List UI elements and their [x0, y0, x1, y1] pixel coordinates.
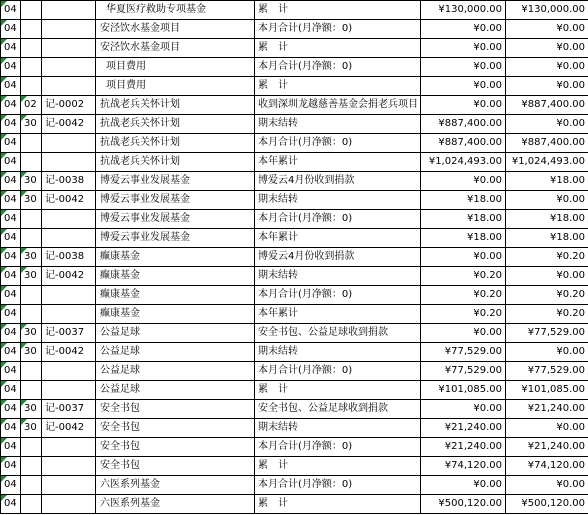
cell-day[interactable]: 30: [21, 324, 42, 343]
table-row: [1, 77, 588, 96]
table-row: [1, 58, 588, 77]
comment-flag-icon: [1, 210, 7, 216]
cell-day[interactable]: [21, 58, 42, 77]
comment-flag-icon: [21, 343, 27, 349]
table-row: [1, 172, 588, 191]
comment-flag-icon: [21, 191, 27, 197]
cell-month[interactable]: 04: [1, 286, 21, 305]
table-row: [1, 381, 588, 400]
cell-balance[interactable]: ¥0.20: [506, 248, 588, 267]
cell-debit[interactable]: ¥18.00: [421, 229, 506, 248]
comment-flag-icon: [21, 115, 27, 121]
cell-account-name[interactable]: 抗战老兵关怀计划: [96, 134, 255, 153]
cell-day[interactable]: 30: [21, 343, 42, 362]
cell-account-name[interactable]: 博爱云事业发展基金: [96, 210, 255, 229]
cell-voucher[interactable]: [42, 362, 96, 381]
cell-month[interactable]: 04: [1, 210, 21, 229]
cell-account-name[interactable]: 抗战老兵关怀计划: [96, 115, 255, 134]
comment-flag-icon: [21, 248, 27, 254]
cell-balance[interactable]: ¥21,240.00: [506, 400, 588, 419]
cell-balance[interactable]: ¥0.20: [506, 305, 588, 324]
cell-summary[interactable]: 期末结转: [255, 343, 421, 362]
cell-account-name[interactable]: 安全书包: [96, 457, 255, 476]
cell-month[interactable]: 04: [1, 248, 21, 267]
cell-balance[interactable]: ¥101,085.00: [506, 381, 588, 400]
cell-account-name[interactable]: 博爱云事业发展基金: [96, 229, 255, 248]
cell-balance[interactable]: ¥887,400.00: [506, 96, 588, 115]
table-row: [1, 96, 588, 115]
table-row: [1, 210, 588, 229]
cell-month[interactable]: 04: [1, 305, 21, 324]
cell-debit[interactable]: ¥0.00: [421, 476, 506, 495]
cell-balance[interactable]: ¥130,000.00: [506, 1, 588, 20]
cell-month[interactable]: 04: [1, 324, 21, 343]
cell-summary[interactable]: 本月合计(月净额：0): [255, 362, 421, 381]
cell-account-name[interactable]: 六医系列基金: [96, 476, 255, 495]
cell-balance[interactable]: ¥0.00: [506, 267, 588, 286]
cell-summary[interactable]: 本月合计(月净额：0): [255, 210, 421, 229]
cell-balance[interactable]: ¥18.00: [506, 229, 588, 248]
cell-month[interactable]: 04: [1, 343, 21, 362]
cell-month[interactable]: 04: [1, 115, 21, 134]
cell-account-name[interactable]: 安泾饮水基金项目: [96, 20, 255, 39]
cell-voucher[interactable]: 记-0038: [42, 172, 96, 191]
cell-day[interactable]: [21, 134, 42, 153]
comment-flag-icon: [1, 248, 7, 254]
cell-account-name[interactable]: 癫康基金: [96, 286, 255, 305]
cell-debit[interactable]: ¥887,400.00: [421, 134, 506, 153]
cell-summary[interactable]: 累 计: [255, 1, 421, 20]
cell-balance[interactable]: ¥500,120.00: [506, 495, 588, 514]
comment-flag-icon: [1, 39, 7, 45]
cell-day[interactable]: [21, 305, 42, 324]
cell-summary[interactable]: 本月合计(月净额：0): [255, 58, 421, 77]
cell-account-name[interactable]: 抗战老兵关怀计划: [96, 96, 255, 115]
cell-debit[interactable]: ¥0.00: [421, 77, 506, 96]
comment-flag-icon: [1, 381, 7, 387]
cell-debit[interactable]: ¥0.00: [421, 248, 506, 267]
cell-voucher[interactable]: [42, 286, 96, 305]
cell-debit[interactable]: ¥101,085.00: [421, 381, 506, 400]
cell-voucher[interactable]: [42, 476, 96, 495]
cell-account-name[interactable]: 安泾饮水基金项目: [96, 39, 255, 58]
cell-voucher[interactable]: [42, 58, 96, 77]
comment-flag-icon: [21, 400, 27, 406]
cell-balance[interactable]: ¥18.00: [506, 210, 588, 229]
cell-summary[interactable]: 本月合计(月净额：0): [255, 20, 421, 39]
cell-balance[interactable]: ¥0.00: [506, 343, 588, 362]
table-row: [1, 39, 588, 58]
cell-month[interactable]: 04: [1, 400, 21, 419]
cell-day[interactable]: 30: [21, 400, 42, 419]
cell-balance[interactable]: ¥77,529.00: [506, 362, 588, 381]
cell-balance[interactable]: ¥1,024,493.00: [506, 153, 588, 172]
cell-voucher[interactable]: [42, 495, 96, 514]
cell-month[interactable]: 04: [1, 457, 21, 476]
comment-flag-icon: [1, 343, 7, 349]
cell-summary[interactable]: 本月合计(月净额：0): [255, 286, 421, 305]
comment-flag-icon: [1, 1, 7, 7]
cell-month[interactable]: 04: [1, 58, 21, 77]
cell-day[interactable]: 30: [21, 419, 42, 438]
cell-debit[interactable]: ¥0.00: [421, 39, 506, 58]
comment-flag-icon: [1, 476, 7, 482]
cell-debit[interactable]: ¥1,024,493.00: [421, 153, 506, 172]
cell-month[interactable]: 04: [1, 362, 21, 381]
cell-month[interactable]: 04: [1, 20, 21, 39]
comment-flag-icon: [1, 267, 7, 273]
cell-account-name[interactable]: 华夏医疗救助专项基金: [96, 1, 255, 20]
cell-day[interactable]: [21, 457, 42, 476]
cell-month[interactable]: 04: [1, 153, 21, 172]
cell-balance[interactable]: ¥0.00: [506, 476, 588, 495]
cell-month[interactable]: 04: [1, 96, 21, 115]
table-row: [1, 191, 588, 210]
cell-account-name[interactable]: 项目费用: [96, 58, 255, 77]
cell-voucher[interactable]: [42, 39, 96, 58]
ledger-rows: [1, 1, 588, 514]
cell-summary[interactable]: 本月合计(月净额：0): [255, 438, 421, 457]
comment-flag-icon: [1, 362, 7, 368]
comment-flag-icon: [1, 134, 7, 140]
cell-debit[interactable]: ¥130,000.00: [421, 1, 506, 20]
cell-month[interactable]: 04: [1, 172, 21, 191]
comment-flag-icon: [21, 267, 27, 273]
cell-account-name[interactable]: 博爱云事业发展基金: [96, 191, 255, 210]
comment-flag-icon: [1, 286, 7, 292]
cell-debit[interactable]: ¥0.00: [421, 324, 506, 343]
cell-day[interactable]: [21, 476, 42, 495]
cell-day[interactable]: [21, 1, 42, 20]
cell-voucher[interactable]: 记-0042: [42, 267, 96, 286]
cell-day[interactable]: [21, 229, 42, 248]
cell-debit[interactable]: ¥77,529.00: [421, 343, 506, 362]
comment-flag-icon: [1, 115, 7, 121]
cell-balance[interactable]: ¥74,120.00: [506, 457, 588, 476]
cell-balance[interactable]: ¥0.00: [506, 58, 588, 77]
cell-debit[interactable]: ¥0.20: [421, 286, 506, 305]
cell-voucher[interactable]: 记-0042: [42, 343, 96, 362]
cell-voucher[interactable]: [42, 210, 96, 229]
cell-voucher[interactable]: 记-0042: [42, 419, 96, 438]
cell-day[interactable]: [21, 438, 42, 457]
table-row: [1, 229, 588, 248]
cell-debit[interactable]: ¥887,400.00: [421, 115, 506, 134]
cell-day[interactable]: [21, 77, 42, 96]
cell-debit[interactable]: ¥18.00: [421, 191, 506, 210]
cell-balance[interactable]: ¥0.00: [506, 20, 588, 39]
cell-account-name[interactable]: 公益足球: [96, 324, 255, 343]
cell-balance[interactable]: ¥0.00: [506, 419, 588, 438]
cell-voucher[interactable]: 记-0002: [42, 96, 96, 115]
cell-account-name[interactable]: 安全书包: [96, 438, 255, 457]
cell-summary[interactable]: 安全书包、公益足球收到捐款: [255, 400, 421, 419]
cell-month[interactable]: 04: [1, 381, 21, 400]
comment-flag-icon: [1, 324, 7, 330]
table-row: [1, 20, 588, 39]
table-row: [1, 400, 588, 419]
cell-day[interactable]: 30: [21, 267, 42, 286]
cell-voucher[interactable]: [42, 20, 96, 39]
cell-summary[interactable]: 累 计: [255, 39, 421, 58]
cell-account-name[interactable]: 癫康基金: [96, 305, 255, 324]
comment-flag-icon: [1, 419, 7, 425]
cell-account-name[interactable]: 安全书包: [96, 400, 255, 419]
comment-flag-icon: [1, 77, 7, 83]
cell-month[interactable]: 04: [1, 229, 21, 248]
cell-day[interactable]: 30: [21, 191, 42, 210]
cell-balance[interactable]: ¥77,529.00: [506, 324, 588, 343]
cell-voucher[interactable]: 记-0037: [42, 324, 96, 343]
cell-summary[interactable]: 本年累计: [255, 153, 421, 172]
comment-flag-icon: [1, 20, 7, 26]
cell-day[interactable]: 30: [21, 248, 42, 267]
cell-summary[interactable]: 累 计: [255, 495, 421, 514]
cell-voucher[interactable]: [42, 305, 96, 324]
table-row: [1, 457, 588, 476]
comment-flag-icon: [21, 324, 27, 330]
comment-flag-icon: [1, 96, 7, 102]
comment-flag-icon: [1, 457, 7, 463]
comment-flag-icon: [1, 400, 7, 406]
cell-voucher[interactable]: 记-0042: [42, 191, 96, 210]
cell-summary[interactable]: 收到深圳龙越慈善基金会捐老兵项目: [255, 96, 421, 115]
cell-summary[interactable]: 安全书包、公益足球收到捐款: [255, 324, 421, 343]
cell-voucher[interactable]: [42, 77, 96, 96]
cell-debit[interactable]: ¥18.00: [421, 210, 506, 229]
cell-summary[interactable]: 期末结转: [255, 419, 421, 438]
comment-flag-icon: [1, 172, 7, 178]
table-row: [1, 343, 588, 362]
cell-debit[interactable]: ¥0.00: [421, 400, 506, 419]
table-row: [1, 324, 588, 343]
table-row: [1, 248, 588, 267]
comment-flag-icon: [21, 419, 27, 425]
comment-flag-icon: [1, 229, 7, 235]
cell-account-name[interactable]: 项目费用: [96, 77, 255, 96]
cell-month[interactable]: 04: [1, 39, 21, 58]
cell-account-name[interactable]: 抗战老兵关怀计划: [96, 153, 255, 172]
cell-month[interactable]: 04: [1, 1, 21, 20]
cell-summary[interactable]: 期末结转: [255, 191, 421, 210]
cell-balance[interactable]: ¥21,240.00: [506, 438, 588, 457]
comment-flag-icon: [1, 438, 7, 444]
cell-voucher[interactable]: [42, 457, 96, 476]
cell-debit[interactable]: ¥0.20: [421, 305, 506, 324]
cell-summary[interactable]: 本年累计: [255, 305, 421, 324]
cell-balance[interactable]: ¥0.00: [506, 191, 588, 210]
cell-balance[interactable]: ¥0.20: [506, 286, 588, 305]
table-row: [1, 153, 588, 172]
cell-debit[interactable]: ¥0.00: [421, 172, 506, 191]
cell-summary[interactable]: 博爱云4月份收到捐款: [255, 172, 421, 191]
cell-month[interactable]: 04: [1, 77, 21, 96]
cell-day[interactable]: [21, 20, 42, 39]
table-row: [1, 267, 588, 286]
cell-day[interactable]: 30: [21, 115, 42, 134]
table-row: [1, 134, 588, 153]
cell-debit[interactable]: ¥0.00: [421, 96, 506, 115]
comment-flag-icon: [1, 153, 7, 159]
cell-summary[interactable]: 本月合计(月净额：0): [255, 476, 421, 495]
cell-summary[interactable]: 本年累计: [255, 229, 421, 248]
cell-voucher[interactable]: [42, 438, 96, 457]
cell-balance[interactable]: ¥18.00: [506, 172, 588, 191]
cell-month[interactable]: 04: [1, 134, 21, 153]
cell-debit[interactable]: ¥21,240.00: [421, 438, 506, 457]
comment-flag-icon: [1, 191, 7, 197]
cell-summary[interactable]: 本月合计(月净额：0): [255, 134, 421, 153]
cell-debit[interactable]: ¥77,529.00: [421, 362, 506, 381]
cell-voucher[interactable]: [42, 229, 96, 248]
table-row: [1, 115, 588, 134]
comment-flag-icon: [21, 96, 27, 102]
cell-voucher[interactable]: [42, 134, 96, 153]
cell-day[interactable]: [21, 39, 42, 58]
cell-month[interactable]: 04: [1, 267, 21, 286]
table-row: [1, 438, 588, 457]
cell-balance[interactable]: ¥887,400.00: [506, 134, 588, 153]
table-row: [1, 362, 588, 381]
cell-debit[interactable]: ¥21,240.00: [421, 419, 506, 438]
cell-debit[interactable]: ¥74,120.00: [421, 457, 506, 476]
cell-account-name[interactable]: 博爱云事业发展基金: [96, 172, 255, 191]
comment-flag-icon: [1, 495, 7, 501]
cell-day[interactable]: [21, 495, 42, 514]
cell-account-name[interactable]: 癫康基金: [96, 248, 255, 267]
cell-account-name[interactable]: 公益足球: [96, 362, 255, 381]
cell-day[interactable]: [21, 286, 42, 305]
cell-day[interactable]: [21, 362, 42, 381]
cell-debit[interactable]: ¥500,120.00: [421, 495, 506, 514]
table-row: [1, 305, 588, 324]
table-row: [1, 419, 588, 438]
cell-balance[interactable]: ¥0.00: [506, 39, 588, 58]
cell-day[interactable]: [21, 210, 42, 229]
cell-month[interactable]: 04: [1, 438, 21, 457]
cell-account-name[interactable]: 六医系列基金: [96, 495, 255, 514]
cell-day[interactable]: 02: [21, 96, 42, 115]
cell-voucher[interactable]: 记-0038: [42, 248, 96, 267]
cell-account-name[interactable]: 癫康基金: [96, 267, 255, 286]
table-row: [1, 1, 588, 20]
cell-voucher[interactable]: [42, 153, 96, 172]
comment-flag-icon: [21, 172, 27, 178]
cell-account-name[interactable]: 安全书包: [96, 419, 255, 438]
cell-debit[interactable]: ¥0.20: [421, 267, 506, 286]
cell-month[interactable]: 04: [1, 476, 21, 495]
cell-month[interactable]: 04: [1, 419, 21, 438]
table-row: [1, 286, 588, 305]
cell-voucher[interactable]: [42, 381, 96, 400]
cell-debit[interactable]: ¥0.00: [421, 20, 506, 39]
comment-flag-icon: [1, 58, 7, 64]
cell-month[interactable]: 04: [1, 191, 21, 210]
cell-day[interactable]: [21, 153, 42, 172]
table-row: [1, 476, 588, 495]
cell-month[interactable]: 04: [1, 495, 21, 514]
cell-account-name[interactable]: 公益足球: [96, 381, 255, 400]
cell-balance[interactable]: ¥0.00: [506, 77, 588, 96]
cell-voucher[interactable]: [42, 1, 96, 20]
cell-voucher[interactable]: 记-0037: [42, 400, 96, 419]
cell-summary[interactable]: 期末结转: [255, 115, 421, 134]
cell-day[interactable]: 30: [21, 172, 42, 191]
cell-account-name[interactable]: 公益足球: [96, 343, 255, 362]
cell-debit[interactable]: ¥0.00: [421, 58, 506, 77]
cell-voucher[interactable]: 记-0042: [42, 115, 96, 134]
cell-day[interactable]: [21, 381, 42, 400]
table-row: [1, 495, 588, 514]
cell-summary[interactable]: 博爱云4月份收到捐款: [255, 248, 421, 267]
cell-summary[interactable]: 累 计: [255, 457, 421, 476]
cell-summary[interactable]: 累 计: [255, 381, 421, 400]
cell-summary[interactable]: 累 计: [255, 77, 421, 96]
comment-flag-icon: [1, 305, 7, 311]
cell-balance[interactable]: ¥0.00: [506, 115, 588, 134]
cell-summary[interactable]: 期末结转: [255, 267, 421, 286]
